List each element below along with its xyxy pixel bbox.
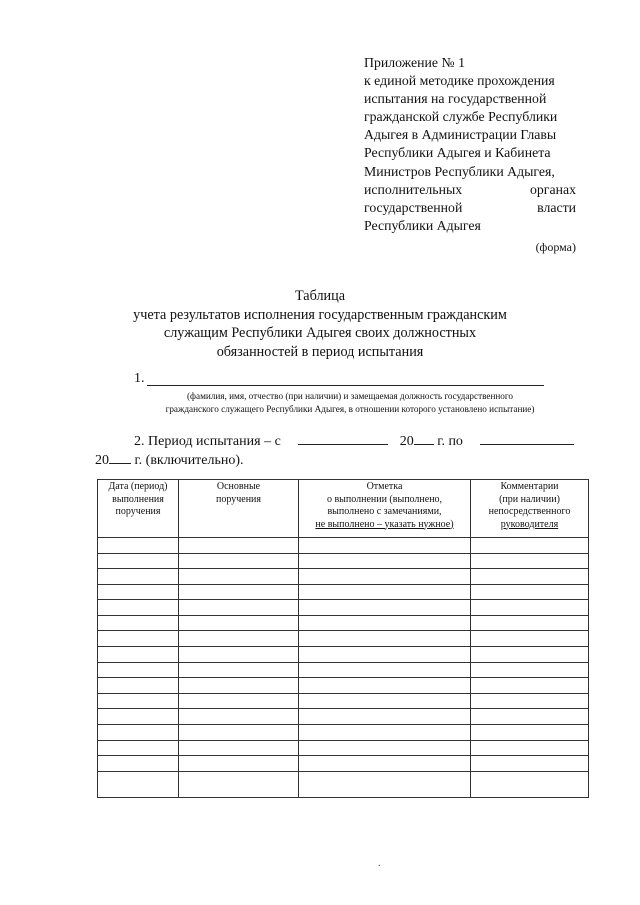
cell-task[interactable] bbox=[179, 724, 299, 740]
table-row bbox=[98, 647, 589, 663]
title-line: учета результатов исполнения государственным гражданским bbox=[133, 306, 507, 323]
cell-date[interactable] bbox=[98, 615, 179, 631]
employee-name-field[interactable] bbox=[147, 385, 544, 386]
cell-date[interactable] bbox=[98, 693, 179, 709]
cell-date[interactable] bbox=[98, 584, 179, 600]
cell-comment[interactable] bbox=[471, 538, 589, 554]
appendix-line: Республики Адыгея bbox=[364, 217, 481, 233]
cell-task[interactable] bbox=[179, 584, 299, 600]
cell-date[interactable] bbox=[98, 538, 179, 554]
appendix-header bbox=[364, 54, 576, 235]
table-row bbox=[98, 709, 589, 725]
appendix-line: Адыгея в Администрации Главы bbox=[364, 127, 557, 143]
header-date: Дата (период) выполнения поручения bbox=[98, 480, 179, 538]
cell-task[interactable] bbox=[179, 615, 299, 631]
cell-date[interactable] bbox=[98, 756, 179, 772]
cell-mark[interactable] bbox=[299, 553, 471, 569]
header-comments: Комментарии (при наличии) непосредственного руководителя bbox=[471, 480, 589, 538]
end-year-field[interactable] bbox=[109, 450, 131, 464]
cell-task[interactable] bbox=[179, 709, 299, 725]
cell-comment[interactable] bbox=[471, 647, 589, 663]
cell-mark[interactable] bbox=[299, 756, 471, 772]
header-completion-mark: Отметка о выполнении (выполнено, выполнено с замечаниями, не выполнено – указать нужное) bbox=[299, 480, 471, 538]
appendix-line bbox=[364, 181, 576, 199]
appendix-word: исполнительных bbox=[364, 181, 463, 197]
cell-mark[interactable] bbox=[299, 631, 471, 647]
cell-date[interactable] bbox=[98, 569, 179, 585]
cell-date[interactable] bbox=[98, 662, 179, 678]
cell-mark[interactable] bbox=[299, 740, 471, 756]
cell-task[interactable] bbox=[179, 647, 299, 663]
cell-task[interactable] bbox=[179, 662, 299, 678]
cell-comment[interactable] bbox=[471, 724, 589, 740]
table-row bbox=[98, 584, 589, 600]
appendix-title: Приложение № 1 bbox=[364, 55, 466, 70]
period-end-text: г. (включительно). bbox=[134, 453, 244, 468]
cell-comment[interactable] bbox=[471, 740, 589, 756]
cell-mark[interactable] bbox=[299, 647, 471, 663]
table-row bbox=[98, 740, 589, 756]
appendix-line: Республики Адыгея и Кабинета bbox=[364, 145, 551, 161]
table-row bbox=[98, 662, 589, 678]
cell-task[interactable] bbox=[179, 600, 299, 616]
cell-mark[interactable] bbox=[299, 569, 471, 585]
cell-date[interactable] bbox=[98, 647, 179, 663]
table-row bbox=[98, 569, 589, 585]
table-row bbox=[98, 631, 589, 647]
cell-date[interactable] bbox=[98, 771, 179, 797]
cell-date[interactable] bbox=[98, 631, 179, 647]
cell-comment[interactable] bbox=[471, 584, 589, 600]
cell-date[interactable] bbox=[98, 740, 179, 756]
cell-comment[interactable] bbox=[471, 631, 589, 647]
period-connector: г. по bbox=[437, 434, 463, 449]
cell-mark[interactable] bbox=[299, 678, 471, 694]
table-row bbox=[98, 553, 589, 569]
table-row bbox=[98, 538, 589, 554]
table-row bbox=[98, 615, 589, 631]
cell-task[interactable] bbox=[179, 693, 299, 709]
table-header-row bbox=[98, 480, 589, 538]
cell-task[interactable] bbox=[179, 538, 299, 554]
form-note: (форма) bbox=[535, 240, 576, 254]
cell-mark[interactable] bbox=[299, 724, 471, 740]
cell-task[interactable] bbox=[179, 631, 299, 647]
cell-comment[interactable] bbox=[471, 678, 589, 694]
start-date-field[interactable] bbox=[298, 431, 388, 445]
cell-comment[interactable] bbox=[471, 600, 589, 616]
cell-mark[interactable] bbox=[299, 584, 471, 600]
table-row bbox=[98, 600, 589, 616]
title-line: служащим Республики Адыгея своих должностных bbox=[163, 325, 477, 341]
employee-name-caption bbox=[120, 390, 580, 415]
cell-comment[interactable] bbox=[471, 709, 589, 725]
appendix-word: органах bbox=[530, 181, 576, 197]
cell-comment[interactable] bbox=[471, 662, 589, 678]
table-row bbox=[98, 724, 589, 740]
probation-period-label: 2. Период испытания – с bbox=[134, 434, 281, 449]
table-row bbox=[98, 678, 589, 694]
cell-task[interactable] bbox=[179, 569, 299, 585]
table-row bbox=[98, 756, 589, 772]
cell-date[interactable] bbox=[98, 600, 179, 616]
cell-mark[interactable] bbox=[299, 771, 471, 797]
cell-mark[interactable] bbox=[299, 709, 471, 725]
cell-date[interactable] bbox=[98, 724, 179, 740]
appendix-line bbox=[364, 199, 576, 217]
cell-comment[interactable] bbox=[471, 569, 589, 585]
appendix-line: испытания на государственной bbox=[364, 91, 547, 107]
cell-task[interactable] bbox=[179, 678, 299, 694]
document-title bbox=[90, 287, 550, 361]
cell-comment[interactable] bbox=[471, 693, 589, 709]
cell-mark[interactable] bbox=[299, 615, 471, 631]
table-row bbox=[98, 693, 589, 709]
end-year-prefix: 20 bbox=[95, 453, 109, 468]
cell-date[interactable] bbox=[98, 709, 179, 725]
appendix-word: государственной bbox=[364, 199, 463, 215]
probation-period-line bbox=[134, 431, 574, 450]
cell-comment[interactable] bbox=[471, 553, 589, 569]
item1-number: 1. bbox=[134, 371, 145, 386]
title-line: обязанностей в период испытания bbox=[216, 343, 424, 360]
start-year-prefix: 20 bbox=[399, 434, 414, 449]
end-date-field[interactable] bbox=[480, 431, 574, 445]
caption-line: (фамилия, имя, отчество (при наличии) и замещаемая должность государственного bbox=[186, 391, 514, 401]
appendix-word: власти bbox=[537, 199, 576, 215]
results-table bbox=[97, 479, 589, 798]
appendix-line: Министров Республики Адыгея, bbox=[364, 163, 555, 179]
probation-period-end-line bbox=[95, 450, 244, 469]
cell-task[interactable] bbox=[179, 771, 299, 797]
caption-line: гражданского служащего Республики Адыгея, в отношении которого установлено испытание) bbox=[165, 403, 535, 414]
cell-mark[interactable] bbox=[299, 662, 471, 678]
cell-comment[interactable] bbox=[471, 615, 589, 631]
cell-comment[interactable] bbox=[471, 756, 589, 772]
table-body bbox=[98, 538, 589, 798]
start-year-field[interactable] bbox=[414, 431, 434, 445]
cell-mark[interactable] bbox=[299, 600, 471, 616]
cell-date[interactable] bbox=[98, 678, 179, 694]
cell-comment[interactable] bbox=[471, 771, 589, 797]
table-row bbox=[98, 771, 589, 797]
page-mark: . bbox=[378, 858, 381, 869]
cell-mark[interactable] bbox=[299, 693, 471, 709]
appendix-line: гражданской службе Республики bbox=[364, 109, 558, 125]
cell-task[interactable] bbox=[179, 740, 299, 756]
cell-date[interactable] bbox=[98, 553, 179, 569]
cell-mark[interactable] bbox=[299, 538, 471, 554]
cell-task[interactable] bbox=[179, 756, 299, 772]
appendix-line: к единой методике прохождения bbox=[364, 73, 555, 89]
header-tasks: Основные поручения bbox=[179, 480, 299, 538]
title-line: Таблица bbox=[294, 288, 346, 304]
cell-task[interactable] bbox=[179, 553, 299, 569]
